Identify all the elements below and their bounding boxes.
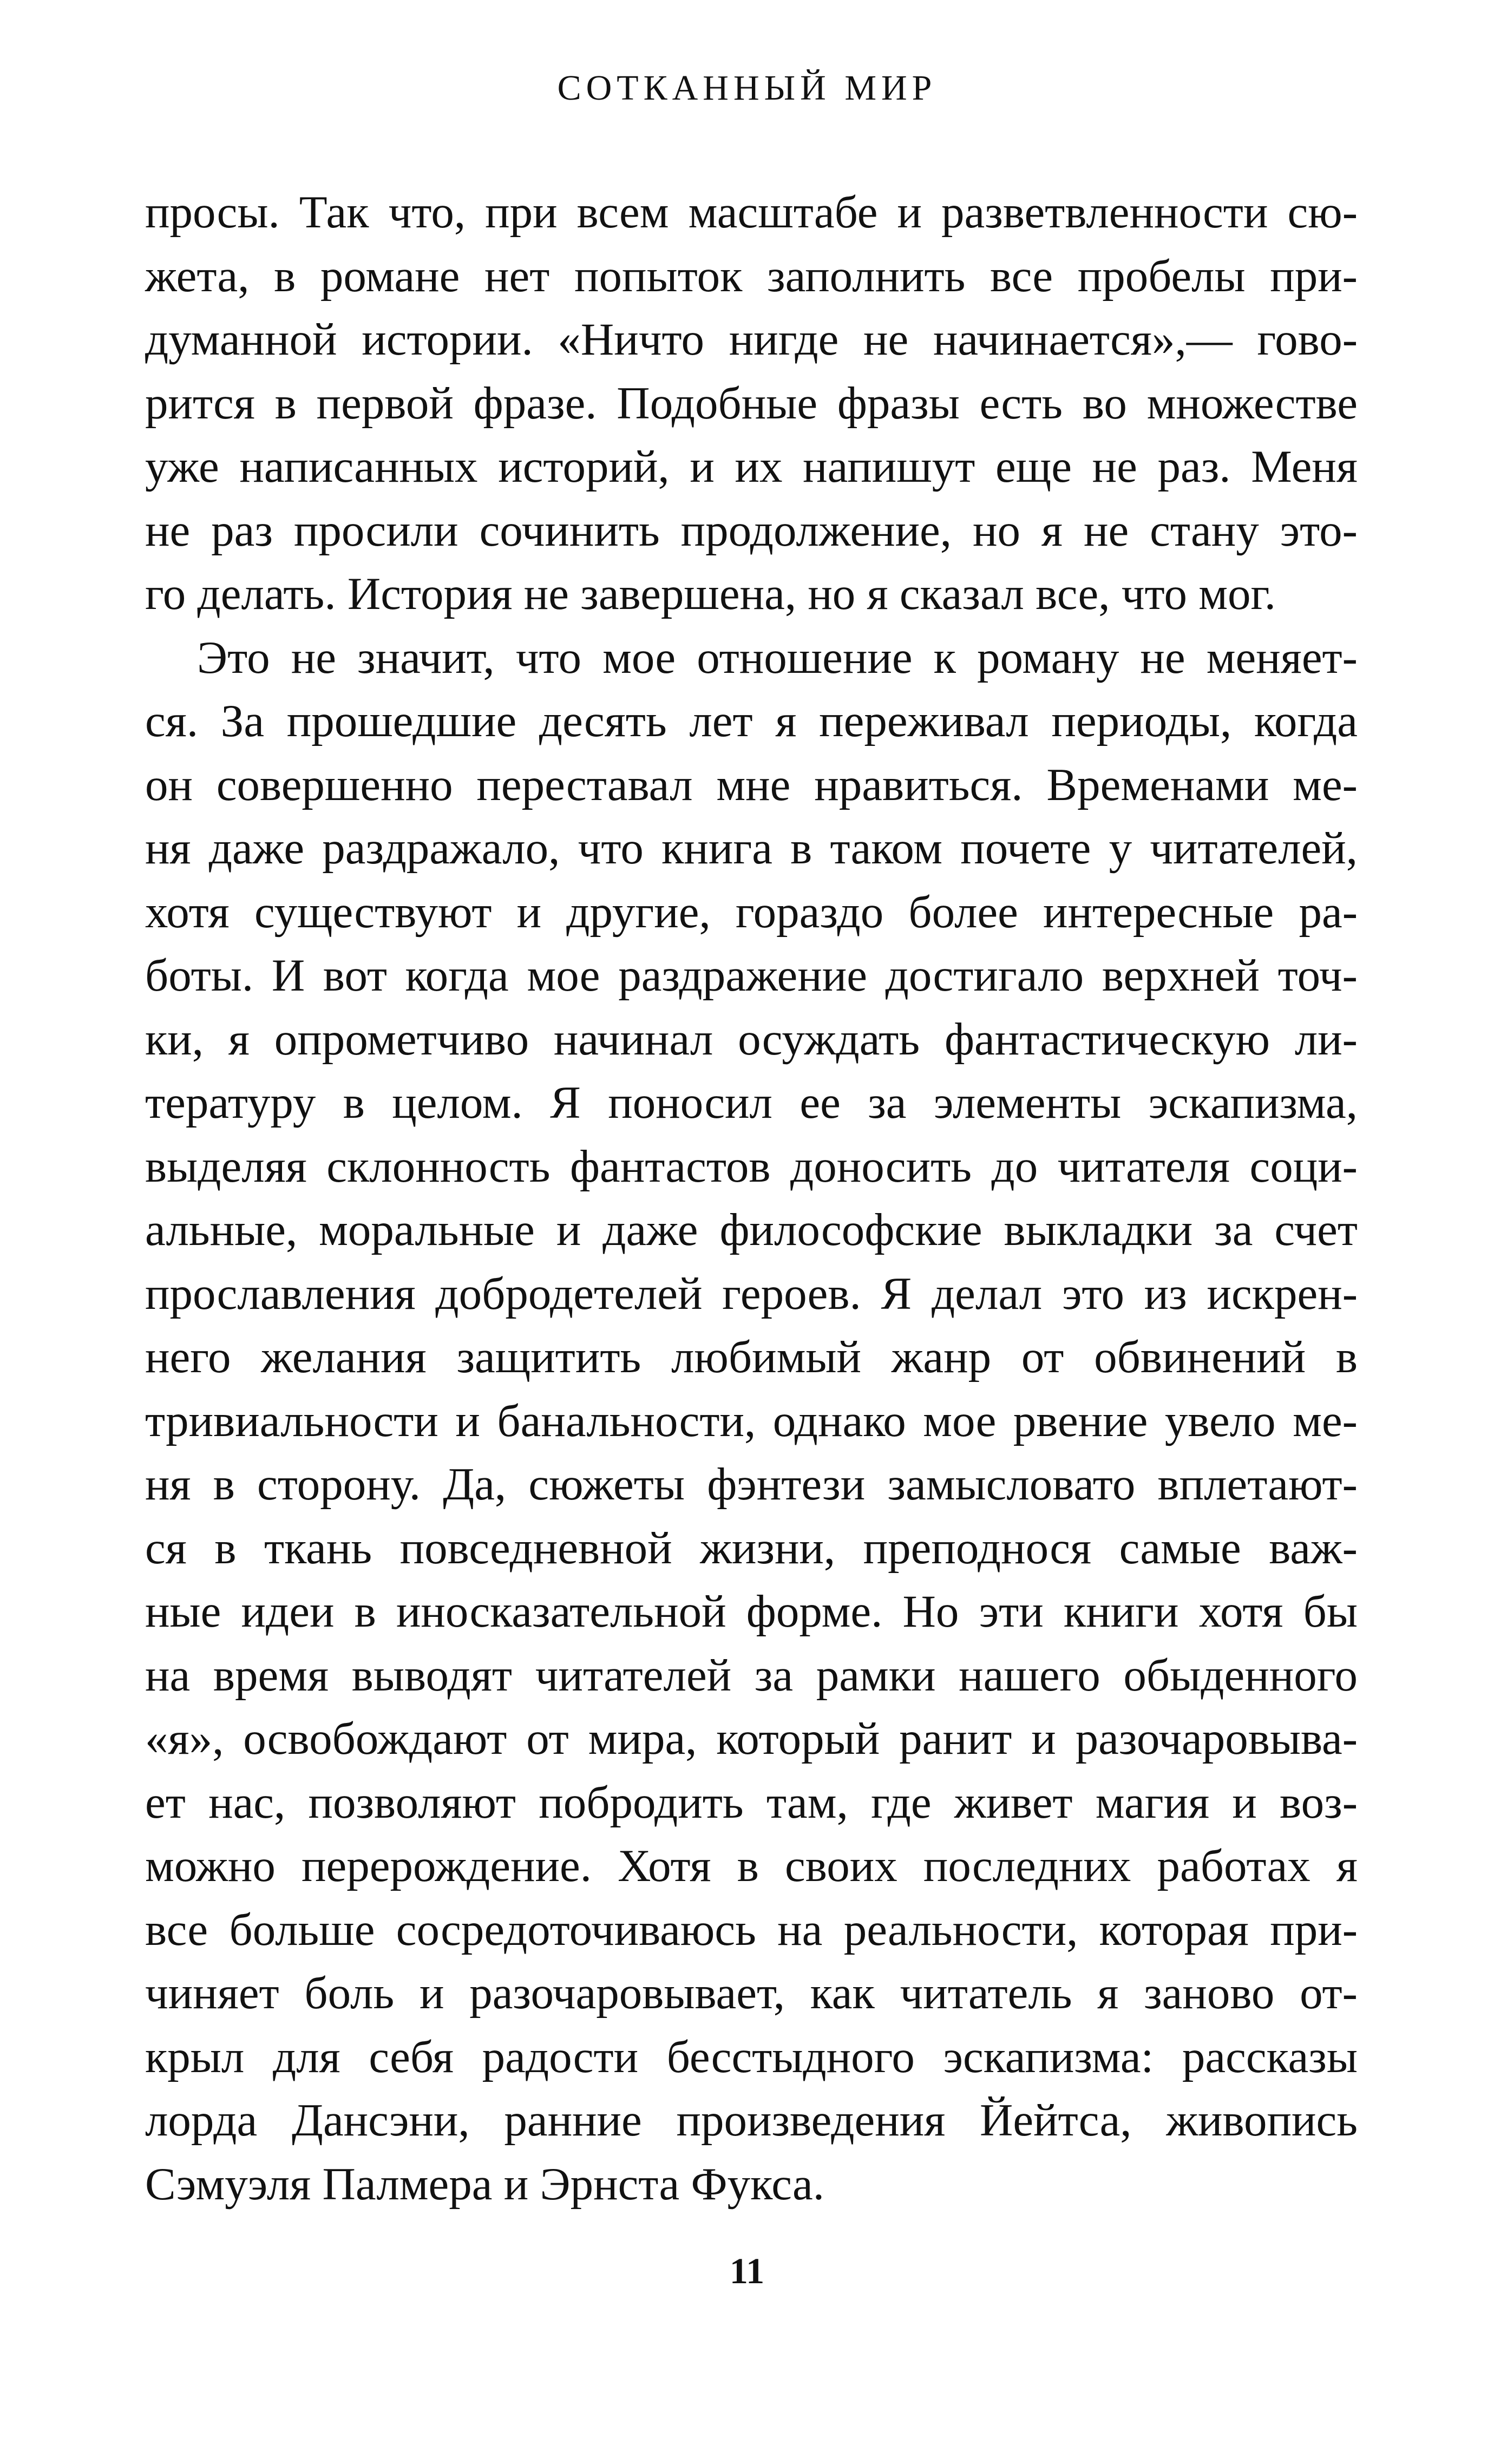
text-line: «я», освобождают от мира, который ранит и разочаровыва- bbox=[145, 1713, 1358, 1764]
text-line: чиняет боль и разочаровывает, как читатель я заново от- bbox=[145, 1968, 1358, 2019]
text-line: он совершенно переставал мне нравиться. Временами ме- bbox=[145, 759, 1358, 810]
text-line: альные, моральные и даже философские выкладки за счет bbox=[145, 1204, 1358, 1255]
text-line: ня даже раздражало, что книга в таком почете у читателей, bbox=[145, 823, 1358, 874]
text-line: прославления добродетелей героев. Я делал это из искрен- bbox=[145, 1268, 1358, 1319]
paragraph-1 bbox=[145, 181, 1358, 626]
text-line: тривиальности и банальности, однако мое рвение увело ме- bbox=[145, 1395, 1358, 1446]
text-line: ки, я опрометчиво начинал осуждать фантастическую ли- bbox=[145, 1013, 1358, 1065]
text-line: крыл для себя радости бесстыдного эскапизма: рассказы bbox=[145, 2031, 1358, 2082]
running-head: СОТКАННЫЙ МИР bbox=[557, 68, 937, 108]
text-line: уже написанных историй, и их напишут еще не раз. Меня bbox=[145, 441, 1358, 492]
text-line: боты. И вот когда мое раздражение достигало верхней точ- bbox=[145, 950, 1358, 1001]
text-line: выделяя склонность фантастов доносить до читателя соци- bbox=[145, 1141, 1358, 1192]
text-line: думанной истории. «Ничто нигде не начинается»,— гово- bbox=[145, 314, 1358, 365]
paragraph-2 bbox=[145, 626, 1358, 2217]
text-line: Это не значит, что мое отношение к роману не меняет- bbox=[197, 632, 1358, 683]
text-line: на время выводят читателей за рамки нашего обыденного bbox=[145, 1649, 1358, 1701]
text-line: ся в ткань повседневной жизни, преподнося самые важ- bbox=[145, 1522, 1358, 1574]
text-line: ся. За прошедшие десять лет я переживал периоды, когда bbox=[145, 696, 1358, 746]
text-line: ет нас, позволяют побродить там, где живет магия и воз- bbox=[145, 1777, 1358, 1828]
text-line: го делать. История не завершена, но я сказал все, что мог. bbox=[145, 568, 1276, 619]
text-line: все больше сосредоточиваюсь на реальности, которая при- bbox=[145, 1904, 1358, 1955]
text-line: лорда Дансэни, ранние произведения Йейтса, живопись bbox=[145, 2095, 1358, 2146]
text-line: просы. Так что, при всем масштабе и разветвленности сю- bbox=[145, 187, 1358, 238]
text-line: хотя существуют и другие, гораздо более интересные ра- bbox=[145, 886, 1358, 938]
text-line: ня в сторону. Да, сюжеты фэнтези замысловато вплетают- bbox=[145, 1459, 1358, 1510]
text-line: рится в первой фразе. Подобные фразы есть во множестве bbox=[145, 377, 1358, 429]
body-text bbox=[145, 181, 1358, 2216]
text-line: можно перерождение. Хотя в своих последних работах я bbox=[145, 1840, 1358, 1891]
text-line: жета, в романе нет попыток заполнить все пробелы при- bbox=[145, 250, 1358, 302]
text-line: Сэмуэля Палмера и Эрнста Фукса. bbox=[145, 2158, 825, 2210]
text-line: тературу в целом. Я поносил ее за элементы эскапизма, bbox=[145, 1077, 1358, 1128]
text-line: не раз просили сочинить продолжение, но я не стану это- bbox=[145, 504, 1358, 556]
page-number: 11 bbox=[729, 2250, 765, 2291]
text-line: ные идеи в иносказательной форме. Но эти книги хотя бы bbox=[145, 1586, 1358, 1637]
text-line: него желания защитить любимый жанр от обвинений в bbox=[145, 1332, 1358, 1382]
